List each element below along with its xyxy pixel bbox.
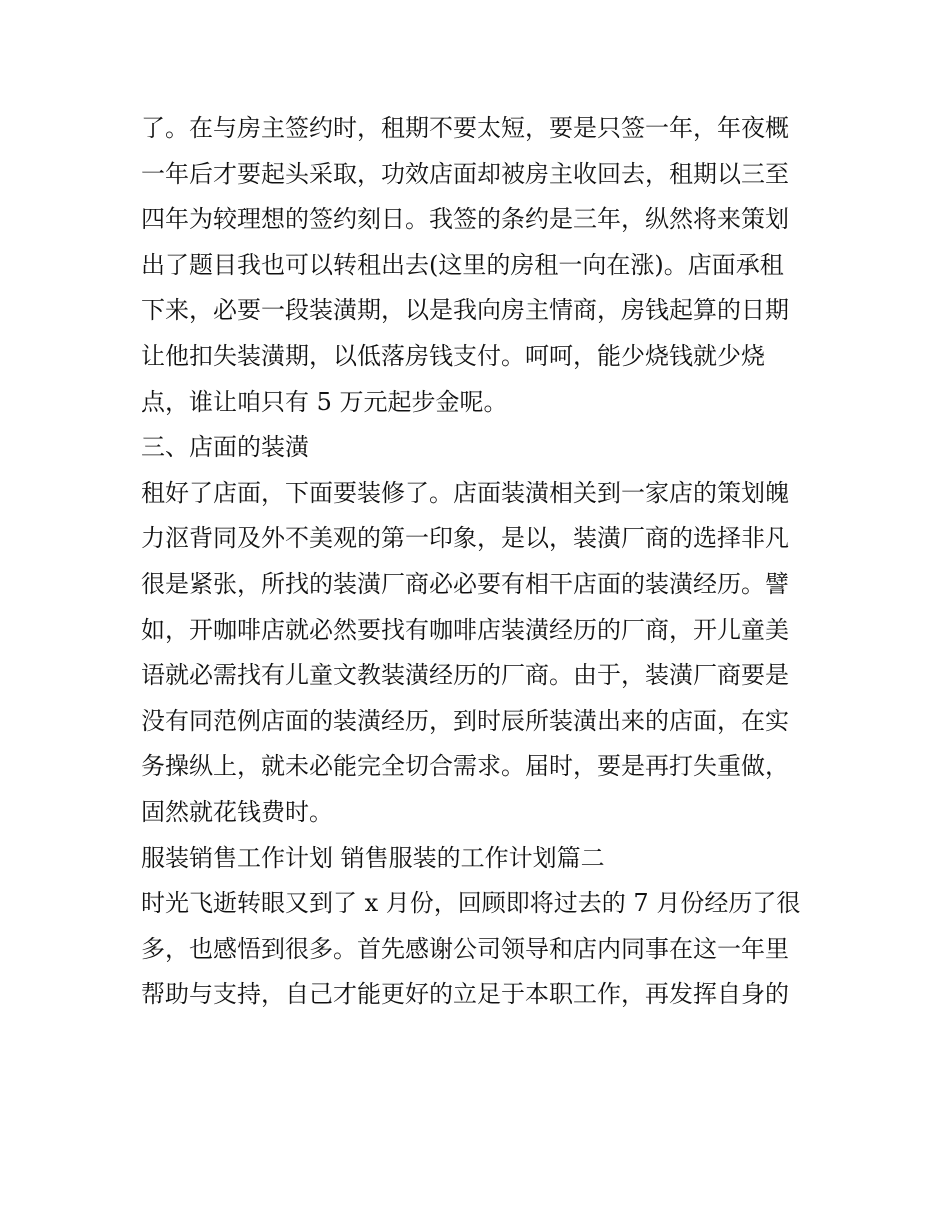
- text-line: 租好了店面，下面要装修了。店面装潢相关到一家店的策划魄: [141, 478, 789, 507]
- text-line: 时光飞逝转眼又到了 x 月份，回顾即将过去的 7 月份经历了很: [141, 889, 801, 918]
- text-line: 固然就花钱费时。: [141, 797, 333, 826]
- text-line: 很是紧张，所找的装潢厂商必必要有相干店面的装潢经历。譬: [141, 569, 789, 598]
- text-line: 四年为较理想的签约刻日。我签的条约是三年，纵然将来策划: [141, 205, 789, 234]
- text-line: 没有同范例店面的装潢经历，到时辰所装潢出来的店面，在实: [141, 706, 789, 735]
- text-line: 力沤背同及外不美观的第一印象，是以，装潢厂商的选择非凡: [141, 524, 789, 553]
- text-line: 帮助与支持，自己才能更好的立足于本职工作，再发挥自身的: [141, 980, 789, 1009]
- text-line: 点，谁让咱只有 5 万元起步金呢。: [141, 387, 508, 416]
- text-line: 务操纵上，就未必能完全切合需求。届时，要是再打失重做，: [141, 752, 789, 781]
- text-line: 一年后才要起头采取，功效店面却被房主收回去，租期以三至: [141, 159, 789, 188]
- text-line: 让他扣失装潢期，以低落房钱支付。呵呵，能少烧钱就少烧: [141, 341, 765, 370]
- text-line: 如，开咖啡店就必然要找有咖啡店装潢经历的厂商，开儿童美: [141, 615, 789, 644]
- text-line: 下来，必要一段装潢期，以是我向房主情商，房钱起算的日期: [141, 296, 789, 325]
- text-line: 多，也感悟到很多。首先感谢公司领导和店内同事在这一年里: [141, 934, 789, 963]
- text-line: 了。在与房主签约时，租期不要太短，要是只签一年，年夜概: [141, 114, 789, 142]
- document-body: [141, 106, 821, 1018]
- section-heading: 三、店面的装潢: [141, 433, 309, 462]
- text-line: 出了题目我也可以转租出去(这里的房租一向在涨)。店面承租: [141, 250, 784, 279]
- text-line: 语就必需找有儿童文教装潢经历的厂商。由于，装潢厂商要是: [141, 661, 789, 690]
- article-title: 服装销售工作计划 销售服装的工作计划篇二: [141, 843, 605, 872]
